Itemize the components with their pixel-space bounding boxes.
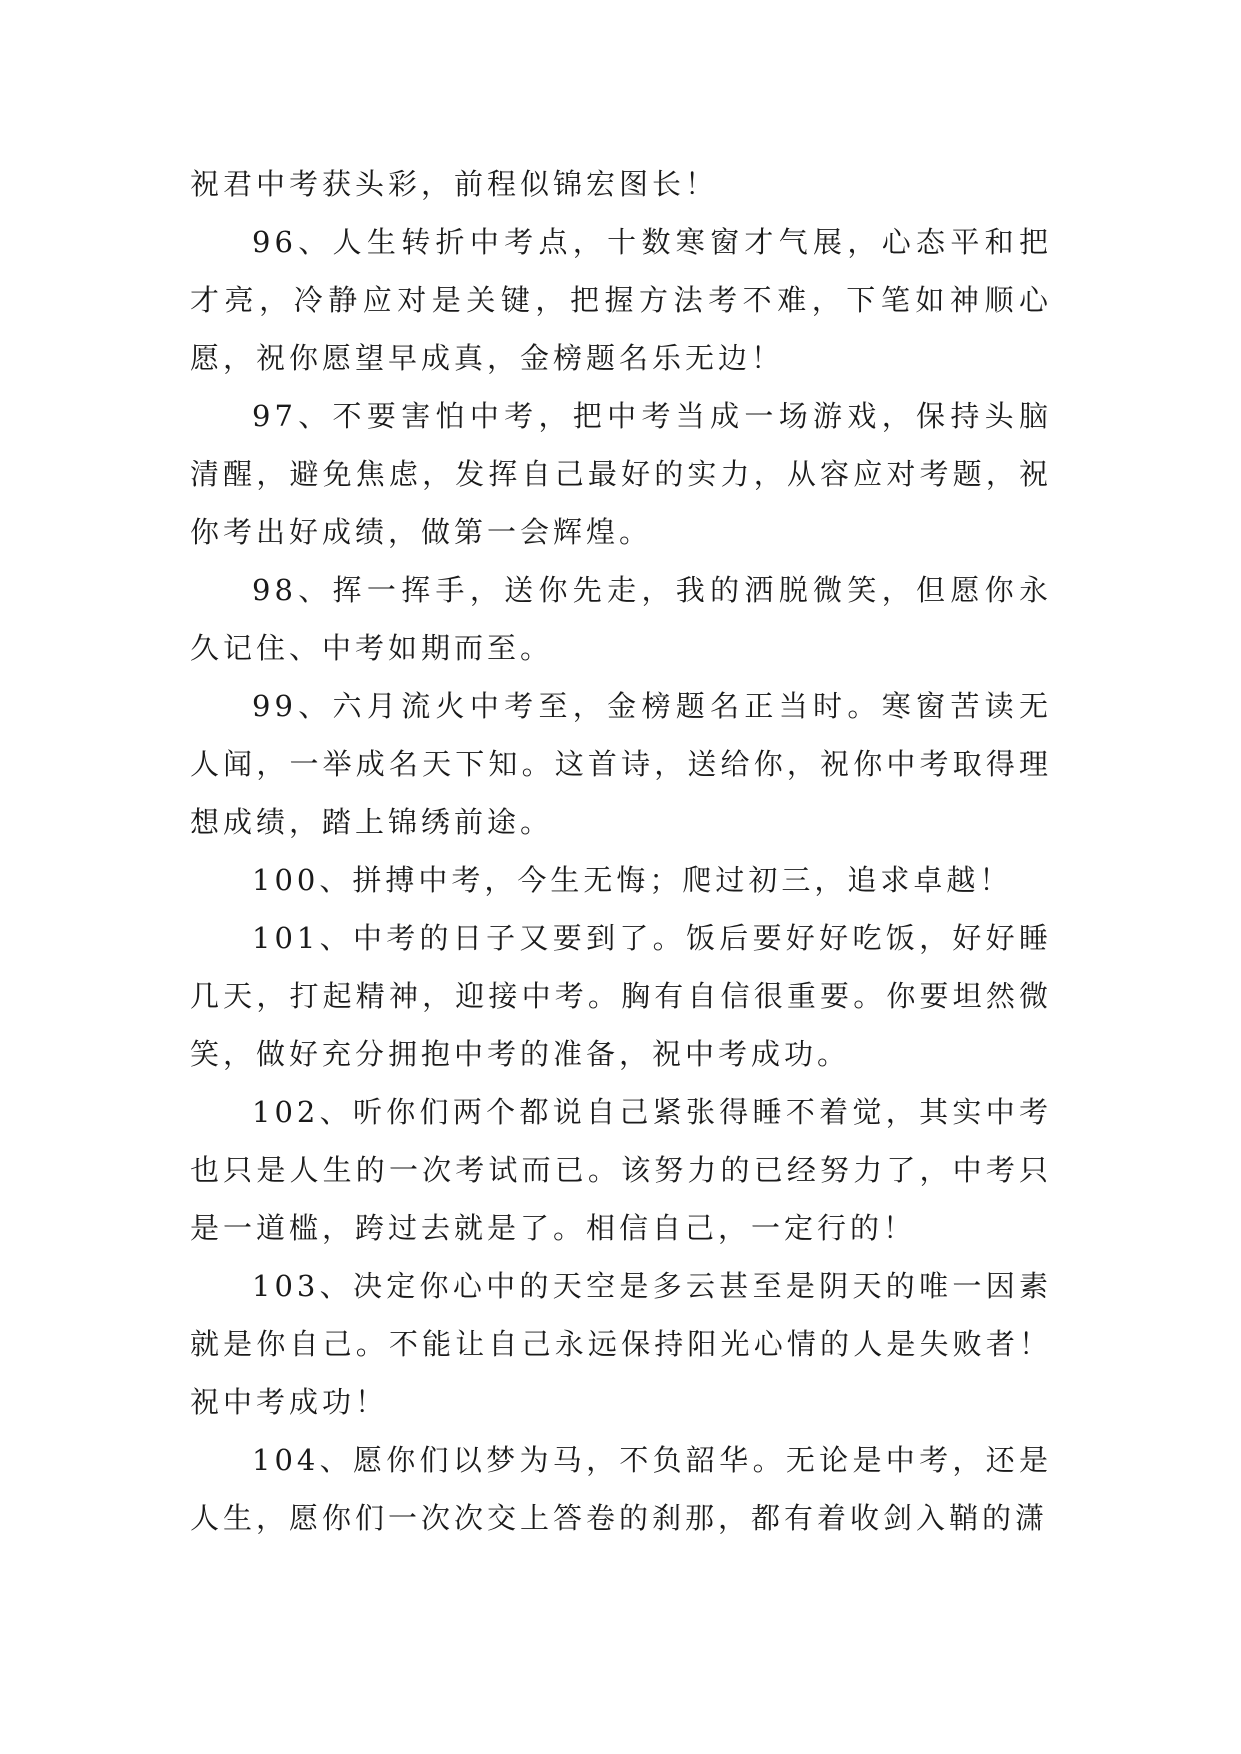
- document-body: [190, 155, 1052, 1547]
- paragraph-96: 96、人生转折中考点，十数寒窗才气展，心态平和把才亮，冷静应对是关键，把握方法考不难，下笔如神顺心愿，祝你愿望早成真，金榜题名乐无边！: [190, 225, 1052, 375]
- paragraph-102: 102、听你们两个都说自己紧张得睡不着觉，其实中考也只是人生的一次考试而已。该努力的已经努力了，中考只是一道槛，跨过去就是了。相信自己，一定行的！: [190, 1095, 1052, 1245]
- paragraph-103: 103、决定你心中的天空是多云甚至是阴天的唯一因素就是你自己。不能让自己永远保持阳光心情的人是失败者！祝中考成功！: [190, 1269, 1052, 1419]
- paragraph-101: 101、中考的日子又要到了。饭后要好好吃饭，好好睡几天，打起精神，迎接中考。胸有自信很重要。你要坦然微笑，做好充分拥抱中考的准备，祝中考成功。: [190, 921, 1052, 1071]
- paragraph-continuation: 祝君中考获头彩，前程似锦宏图长！: [190, 167, 719, 201]
- paragraph-98: 98、挥一挥手，送你先走，我的洒脱微笑，但愿你永久记住、中考如期而至。: [190, 573, 1052, 665]
- paragraph-99: 99、六月流火中考至，金榜题名正当时。寒窗苦读无人闻，一举成名天下知。这首诗，送给你，祝你中考取得理想成绩，踏上锦绣前途。: [190, 689, 1052, 839]
- paragraph-97: 97、不要害怕中考，把中考当成一场游戏，保持头脑清醒，避免焦虑，发挥自己最好的实力，从容应对考题，祝你考出好成绩，做第一会辉煌。: [190, 399, 1052, 549]
- paragraph-104: 104、愿你们以梦为马，不负韶华。无论是中考，还是人生，愿你们一次次交上答卷的刹那，都有着收剑入鞘的潇: [190, 1443, 1052, 1535]
- paragraph-100: 100、拼搏中考，今生无悔；爬过初三，追求卓越！: [252, 863, 1013, 897]
